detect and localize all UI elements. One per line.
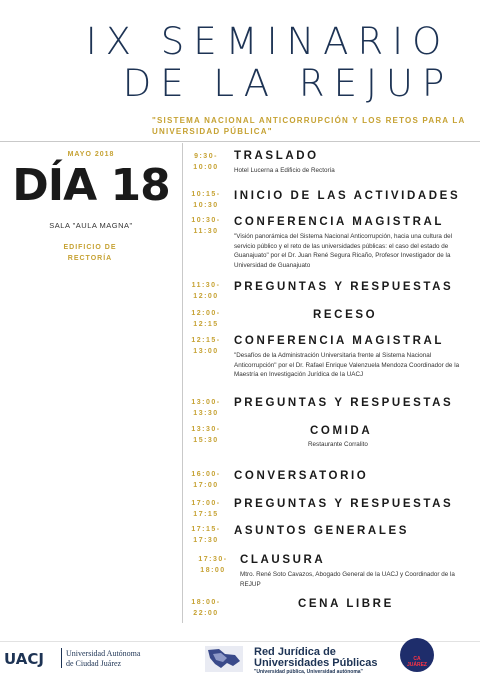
- schedule-time: 13:30- 15:30: [191, 426, 221, 444]
- schedule-time: 11:30- 12:00: [191, 282, 221, 300]
- event-date: MAYO 2018: [67, 151, 115, 158]
- event-room: SALA "AULA MAGNA": [49, 221, 133, 230]
- schedule-time: 10:30- 11:30: [191, 217, 221, 235]
- schedule-time: 17:00- 17:15: [191, 500, 221, 518]
- schedule-title: PREGUNTAS Y RESPUESTAS: [234, 498, 454, 510]
- schedule-title: CENA LIBRE: [298, 598, 394, 610]
- schedule-time: 12:15- 13:00: [191, 337, 221, 355]
- schedule-time: 17:15- 17:30: [191, 526, 221, 544]
- schedule-title: CONFERENCIA MAGISTRAL: [234, 216, 445, 228]
- schedule-time: 18:00- 22:00: [191, 599, 221, 617]
- title-line-2: DE LA REJUP: [122, 62, 454, 105]
- schedule-title: TRASLADO: [234, 150, 319, 162]
- schedule-title: RECESO: [313, 309, 378, 321]
- schedule-title: CONVERSATORIO: [234, 470, 369, 482]
- title-line-1: IX SEMINARIO: [85, 20, 451, 63]
- schedule-title: COMIDA: [310, 425, 373, 437]
- uacj-name-line-1: Universidad Autónoma: [66, 649, 141, 658]
- schedule-time: 17:30- 18:00: [198, 556, 228, 574]
- schedule-title: CLAUSURA: [240, 554, 326, 566]
- column-divider: [182, 143, 183, 623]
- uacj-name: [66, 649, 140, 669]
- rejup-name-line-2: Universidades Públicas: [254, 657, 378, 669]
- rejup-map-icon: [205, 646, 243, 672]
- schedule-description: "Desafíos de la Administración Universitaria frente al Sistema Nacional Anticorrupción" por el Dr. Rafael Enrique Valenzuela Mendoza Coordinador de la Maestría en Investigación Jurídica de la UACJ: [234, 352, 460, 378]
- event-subtitle: "SISTEMA NACIONAL ANTICORRUPCIÓN Y LOS RETOS PARA LA UNIVERSIDAD PÚBLICA": [152, 116, 466, 136]
- rejup-tagline: "Universidad pública, Universidad autónoma": [254, 669, 363, 675]
- schedule-time: 16:00- 17:00: [191, 471, 221, 489]
- schedule-time: 10:15- 10:30: [191, 191, 221, 209]
- schedule-time: 13:00- 13:30: [191, 399, 221, 417]
- uacj-name-line-2: de Ciudad Juárez: [66, 659, 122, 668]
- logo-separator: [61, 648, 62, 668]
- schedule-description: Restaurante Corralito: [308, 441, 368, 448]
- rejup-name: [254, 647, 378, 669]
- schedule-title: INICIO DE LAS ACTIVIDADES: [234, 190, 461, 202]
- schedule-description: Hotel Lucerna a Edificio de Rectoría: [234, 167, 335, 174]
- schedule-description: "Visión panorámica del Sistema Nacional Anticorrupción, hacia una cultura del servicio público y el reto de las universidades públicas: el caso del estado de Guanajuato" por el Dr. Juan René Segura Ricaño, Profesor Investigador de la Universidad de Guanajuato: [234, 233, 453, 269]
- schedule-title: CONFERENCIA MAGISTRAL: [234, 335, 445, 347]
- rejup-name-line-1: Red Jurídica de: [254, 646, 336, 658]
- schedule-description: Mtro. René Soto Cavazos, Abogado General de la UACJ y Coordinador de la REJUP: [240, 571, 455, 588]
- event-building: EDIFICIO DE RECTORÍA: [63, 244, 117, 262]
- schedule-title: PREGUNTAS Y RESPUESTAS: [234, 397, 454, 409]
- schedule-time: 9:30- 10:00: [193, 153, 219, 171]
- header-divider: [0, 141, 480, 142]
- schedule-time: 12:00- 12:15: [191, 310, 221, 328]
- schedule-title: ASUNTOS GENERALES: [234, 525, 409, 537]
- uacj-logo: UACJ: [4, 650, 44, 668]
- event-day: DÍA 18: [12, 160, 170, 211]
- seal-text: CA JUÁREZ: [406, 656, 427, 668]
- schedule-title: PREGUNTAS Y RESPUESTAS: [234, 281, 454, 293]
